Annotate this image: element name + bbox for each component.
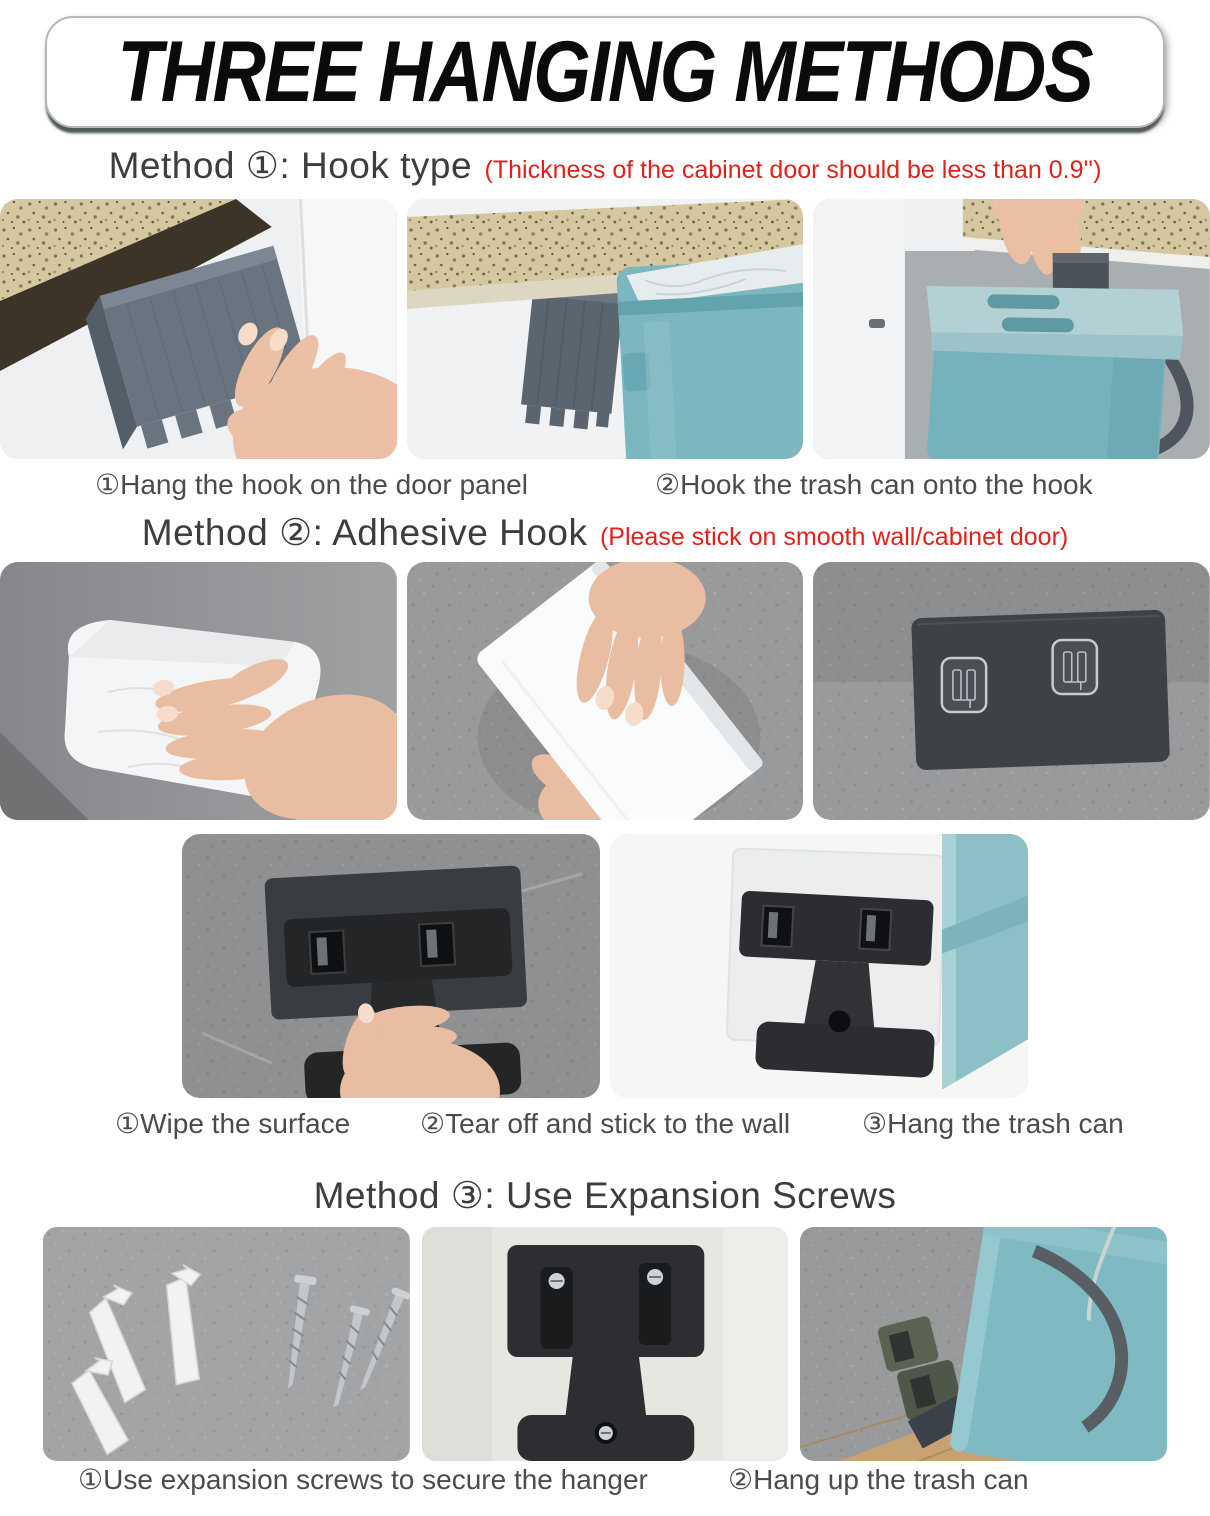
hanger-mounted-illustration	[610, 834, 1028, 1098]
photo-lidded-trash-can-hooked-on-door	[813, 199, 1210, 459]
caption-hang-up-can: ②Hang up the trash can	[728, 1464, 1029, 1495]
method3-captions	[0, 1461, 1210, 1495]
wipe-surface-illustration	[0, 562, 397, 820]
method2-captions	[0, 1098, 1210, 1144]
press-hanger-illustration	[182, 834, 600, 1098]
lidded-bin-on-hook-illustration	[813, 199, 1210, 459]
caption-hang-can: ③Hang the trash can	[862, 1108, 1124, 1139]
title-banner	[45, 16, 1165, 128]
photo-hanger-mounted-beside-trash-can	[610, 834, 1028, 1098]
caption-hang-hook: ①Hang the hook on the door panel	[95, 469, 528, 500]
photo-tear-off-adhesive-backing	[407, 562, 804, 820]
caption-hook-can: ②Hook the trash can onto the hook	[655, 469, 1093, 500]
page-title: THREE HANGING METHODS	[117, 24, 1093, 120]
photo-adhesive-plate-stuck-on-wall	[813, 562, 1210, 820]
photo-trash-can-hung-on-screwed-hanger	[800, 1227, 1167, 1461]
method2-note: (Please stick on smooth wall/cabinet door)	[599, 523, 1069, 551]
open-bin-on-hook-illustration	[407, 199, 804, 459]
method1-header	[0, 144, 1210, 187]
method1-title: Method ①: Hook type	[108, 145, 473, 186]
caption-wipe-surface: ①Wipe the surface	[115, 1108, 351, 1139]
method2-photo-row-1	[0, 562, 1210, 820]
caption-tear-stick: ②Tear off and stick to the wall	[420, 1108, 791, 1139]
tear-adhesive-illustration	[407, 562, 804, 820]
method2-header	[0, 511, 1210, 554]
method3-title: Method ③: Use Expansion Screws	[313, 1175, 897, 1216]
photo-press-hanger-onto-wall	[182, 834, 600, 1098]
photo-expansion-anchors-and-screws	[43, 1227, 410, 1461]
method1-captions	[0, 459, 1210, 505]
hook-on-door-illustration	[0, 199, 397, 459]
method2-title: Method ②: Adhesive Hook	[141, 512, 588, 553]
photo-hanger-secured-with-screws	[422, 1227, 789, 1461]
method3-header	[0, 1174, 1210, 1217]
method1-photo-row	[0, 199, 1210, 459]
caption-use-screws: ①Use expansion screws to secure the hanger	[78, 1464, 648, 1495]
method2-photo-row-2	[182, 834, 1028, 1098]
photo-wipe-the-surface	[0, 562, 397, 820]
method1-note: (Thickness of the cabinet door should be less than 0.9'')	[484, 156, 1102, 184]
adhesive-plate-illustration	[813, 562, 1210, 820]
photo-hang-hook-on-door-panel	[0, 199, 397, 459]
screwed-hanger-illustration	[422, 1227, 789, 1461]
hung-bin-illustration	[800, 1227, 1167, 1461]
photo-open-trash-can-hooked-on-door	[407, 199, 804, 459]
method3-photo-row	[43, 1227, 1167, 1461]
anchors-screws-illustration	[43, 1227, 410, 1461]
